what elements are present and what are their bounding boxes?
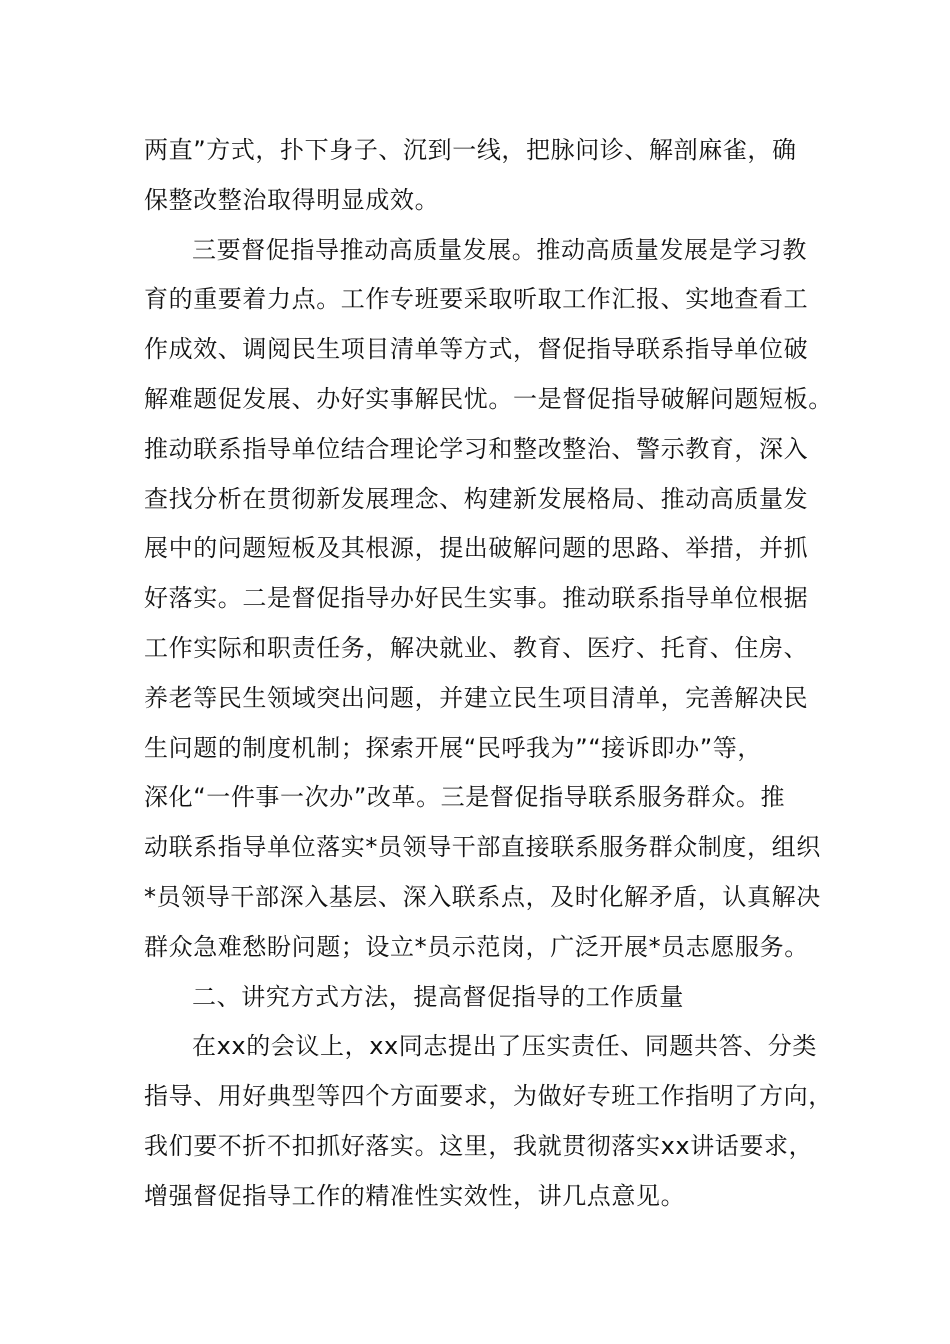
text-line: 增强督促指导工作的精准性实效性，讲几点意见。 xyxy=(144,1181,686,1210)
document-body xyxy=(144,126,833,1222)
text-line: 生问题的制度机制；探索开展“民呼我为”“接诉即办”等， xyxy=(144,733,762,762)
text-line: 好落实。二是督促指导办好民生实事。推动联系指导单位根据 xyxy=(144,584,809,613)
paragraph-start-line: 在xx的会议上，xx同志提出了压实责任、同题共答、分类 xyxy=(192,1032,818,1061)
text-line: 作成效、调阅民生项目清单等方式，督促指导联系指导单位破 xyxy=(144,335,809,364)
text-line: 群众急难愁盼问题；设立*员示范岗，广泛开展*员志愿服务。 xyxy=(144,932,809,961)
text-line: 指导、用好典型等四个方面要求，为做好专班工作指明了方向， xyxy=(144,1082,833,1111)
text-line: 工作实际和职责任务，解决就业、教育、医疗、托育、住房、 xyxy=(144,633,809,662)
text-line: 育的重要着力点。工作专班要采取听取工作汇报、实地查看工 xyxy=(144,285,809,314)
paragraph-start-line: 三要督促指导推动高质量发展。推动高质量发展是学习教 xyxy=(192,235,807,264)
text-line: 我们要不折不扣抓好落实。这里，我就贯彻落实xx讲话要求， xyxy=(144,1131,814,1160)
text-line: 查找分析在贯彻新发展理念、构建新发展格局、推动高质量发 xyxy=(144,484,809,513)
text-line: 保整改整治取得明显成效。 xyxy=(144,185,440,214)
text-line: 推动联系指导单位结合理论学习和整改整治、警示教育，深入 xyxy=(144,434,809,463)
text-line: 深化“一件事一次办”改革。三是督促指导联系服务群众。推 xyxy=(144,783,786,812)
text-line: 动联系指导单位落实*员领导干部直接联系服务群众制度，组织 xyxy=(144,833,821,862)
text-line: *员领导干部深入基层、深入联系点，及时化解矛盾，认真解决 xyxy=(144,882,821,911)
text-line: 两直”方式，扑下身子、沉到一线，把脉问诊、解剖麻雀，确 xyxy=(144,136,797,164)
section-heading: 二、讲究方式方法，提高督促指导的工作质量 xyxy=(192,982,684,1011)
text-line: 养老等民生领域突出问题，并建立民生项目清单，完善解决民 xyxy=(144,683,809,712)
text-line: 展中的问题短板及其根源，提出破解问题的思路、举措，并抓 xyxy=(144,534,809,563)
text-line: 解难题促发展、办好实事解民忧。一是督促指导破解问题短板。 xyxy=(144,384,833,413)
